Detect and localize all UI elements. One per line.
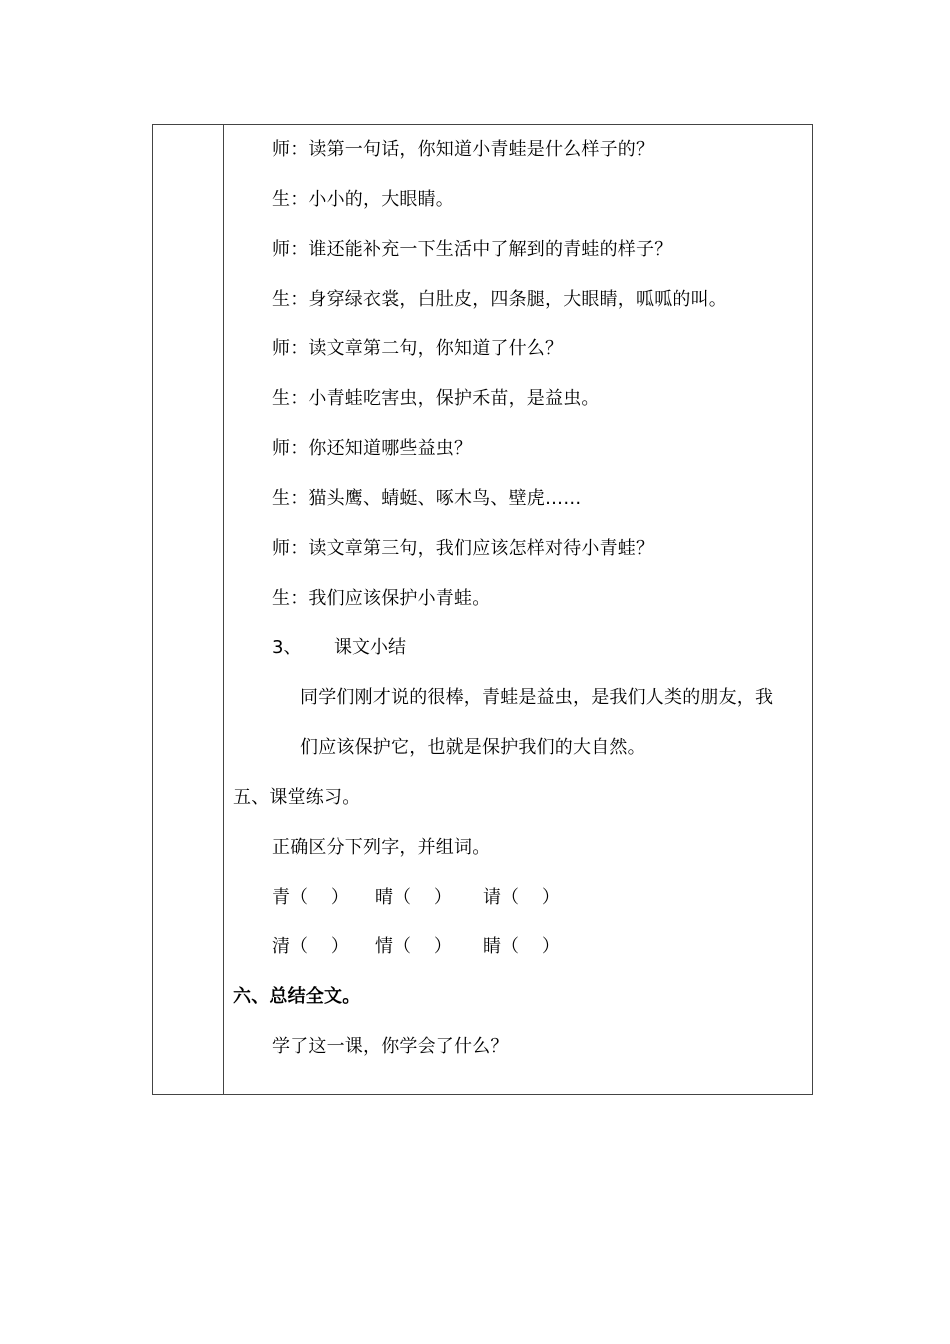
exercise-item: 晴（ ）: [375, 887, 452, 908]
summary-text-line: 同学们刚才说的很棒，青蛙是益虫，是我们人类的朋友，我: [300, 687, 774, 708]
exercise-item: 清（ ）: [272, 936, 349, 957]
exercise-instruction: 正确区分下列字，并组词。: [272, 837, 491, 858]
summary-title: 课文小结: [334, 637, 406, 658]
dialogue-line: 师：读文章第三句，我们应该怎样对待小青蛙？: [272, 538, 655, 559]
exercise-item: 青（ ）: [272, 887, 349, 908]
dialogue-line: 师：你还知道哪些益虫？: [272, 438, 473, 459]
exercise-item: 请（ ）: [483, 887, 560, 908]
dialogue-line: 师：读文章第二句，你知道了什么？: [272, 338, 564, 359]
dialogue-line: 生：小青蛙吃害虫，保护禾苗，是益虫。: [272, 388, 600, 409]
dialogue-line: 生：小小的，大眼睛。: [272, 189, 454, 210]
summary-text-line: 们应该保护它，也就是保护我们的大自然。: [300, 737, 646, 758]
dialogue-line: 师：谁还能补充一下生活中了解到的青蛙的样子？: [272, 239, 673, 260]
dialogue-line: 生：身穿绿衣裳，白肚皮，四条腿，大眼睛，呱呱的叫。: [272, 289, 727, 310]
dialogue-line: 生：我们应该保护小青蛙。: [272, 588, 491, 609]
exercise-heading: 五、课堂练习。: [233, 787, 361, 808]
conclusion-question: 学了这一课，你学会了什么？: [272, 1036, 509, 1057]
summary-number: 3、: [272, 637, 302, 658]
table-left-cell: [153, 125, 224, 1094]
dialogue-line: 师：读第一句话，你知道小青蛙是什么样子的？: [272, 139, 655, 160]
dialogue-line: 生：猫头鹰、蜻蜓、啄木鸟、壁虎……: [272, 488, 582, 509]
exercise-item: 睛（ ）: [483, 936, 560, 957]
exercise-item: 情（ ）: [375, 936, 452, 957]
conclusion-heading: 六、总结全文。: [233, 986, 361, 1007]
